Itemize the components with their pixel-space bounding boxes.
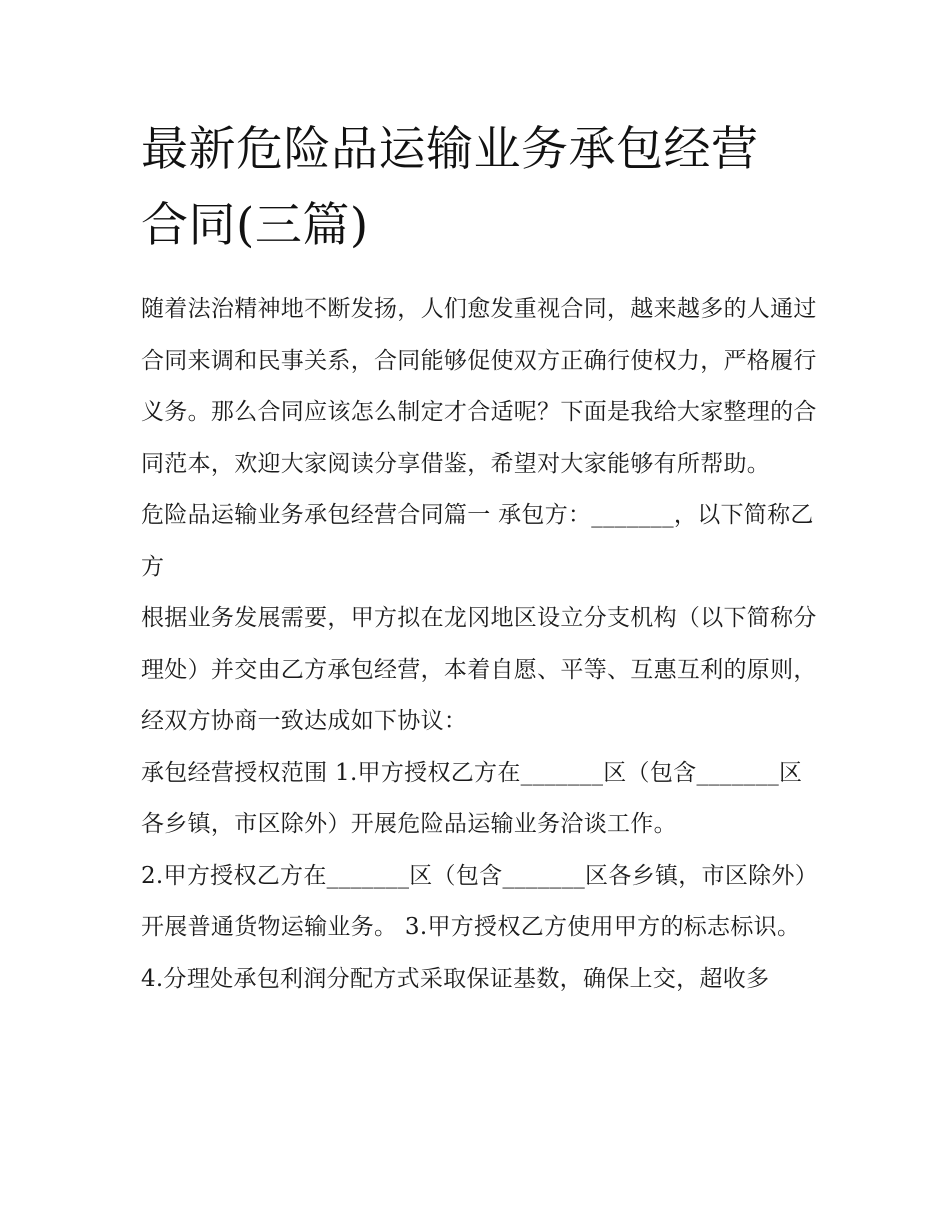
paragraph-contractor: 危险品运输业务承包经营合同篇一 承包方：_______，以下简称乙方 bbox=[141, 502, 814, 580]
paragraph-scope-2-3: 2.甲方授权乙方在_______区（包含_______区各乡镇，市区除外）开展普通货物运输业务。 3.甲方授权乙方使用甲方的标志标识。 bbox=[141, 862, 819, 940]
title-line-1: 最新危险品运输业务承包经营 bbox=[141, 122, 759, 177]
title-line-2: 合同(三篇) bbox=[141, 198, 369, 253]
paragraph-background: 根据业务发展需要，甲方拟在龙冈地区设立分支机构（以下简称分理处）并交由乙方承包经营，本着自愿、平等、互惠互利的原则，经双方协商一致达成如下协议： bbox=[141, 605, 817, 734]
paragraph-scope-1: 承包经营授权范围 1.甲方授权乙方在_______区（包含_______区各乡镇，市区除外）开展危险品运输业务洽谈工作。 bbox=[141, 759, 803, 837]
document-body bbox=[141, 284, 821, 1005]
paragraph-profit: 4.分理处承包利润分配方式采取保证基数，确保上交，超收多 bbox=[141, 965, 770, 992]
paragraph-intro: 随着法治精神地不断发扬，人们愈发重视合同，越来越多的人通过合同来调和民事关系，合同能够促使双方正确行使权力，严格履行义务。那么合同应该怎么制定才合适呢？下面是我给大家整理的合同范本，欢迎大家阅读分享借鉴，希望对大家能够有所帮助。 bbox=[141, 296, 817, 477]
document-content bbox=[141, 112, 821, 1005]
document-title bbox=[141, 112, 821, 264]
